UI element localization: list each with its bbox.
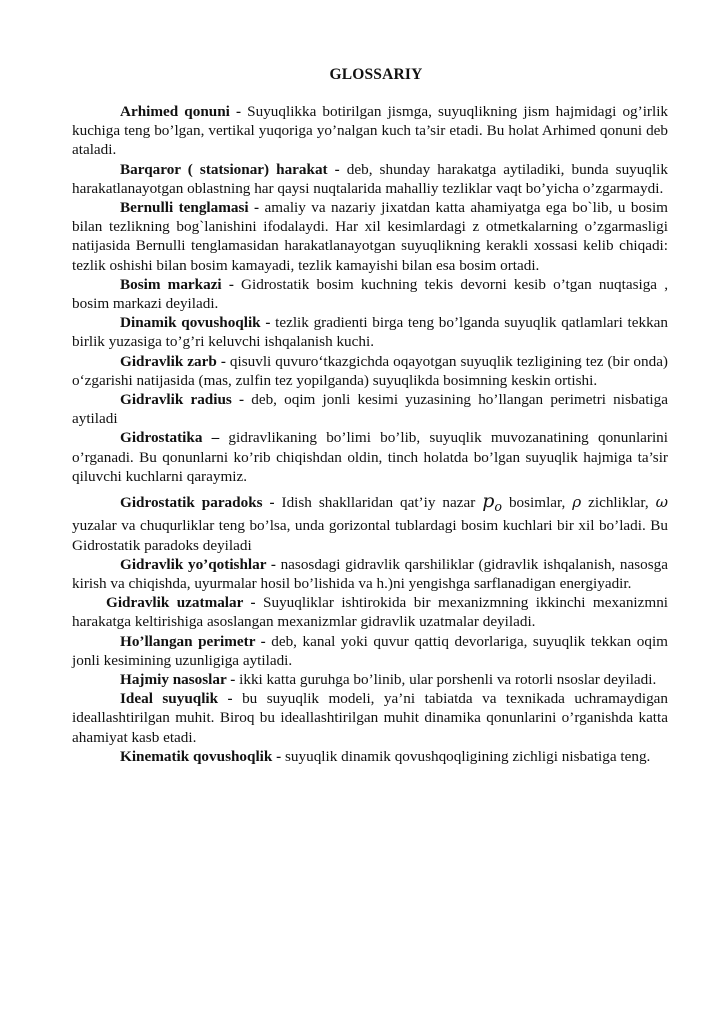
glossary-entry-bernulli	[72, 198, 668, 275]
glossary-definition: bu suyuqlik modeli, ya’ni tabiatda va texnikada uchramaydigan ideallashtirilgan muhit. Biroq bu ideallashtirilgan muhit dinamika qonunlarini o’rganishda katta ahamiyat kasb etadi.	[72, 690, 668, 746]
glossary-definition: amaliy va nazariy jixatdan katta ahamiyatga ega bo`lib, u bosim bilan tezlikning bog`lanishini ifodalaydi. Har xil kesimlardagi z otmetkalarning o’zgarmasligi natijasida Bernulli tenglamasidan harakatlanayotgan suyuqlikning kerakli xossasi kelib chiqadi: tezlik oshishi bilan bosim kamayadi, tezlik kamayishi bilan esa bosim ortadi.	[72, 199, 669, 274]
glossary-term: Gidravlik radius -	[120, 391, 245, 409]
glossary-definition: deb, oqim jonli kesimi yuzasining ho’llangan perimetri nisbatiga aytiladi	[72, 391, 668, 428]
glossary-term: Gidrostatik paradoks -	[120, 494, 275, 512]
glossary-entry-bosim-markazi	[72, 275, 668, 313]
glossary-entry-gidravlik-radius	[72, 390, 668, 428]
glossary-definition-part: zichliklar,	[581, 494, 656, 512]
glossary-entry-gidrostatika	[72, 428, 668, 486]
glossary-term: Bernulli tenglamasi -	[120, 199, 260, 217]
glossary-entry-gidravlik-uzatmalar	[72, 593, 668, 631]
glossary-definition: Suyuqliklar ishtirokida bir mexanizmning ikkinchi mexanizmni harakatga keltirishiga asoslangan mexanizmlar gidravlik uzatmalar deyiladi.	[72, 594, 669, 631]
glossary-definition: tezlik gradienti birga teng bo’lganda suyuqlik qatlamlari tekkan birlik yuzasiga to’g’ri keluvchi ishqalanish kuchi.	[72, 314, 669, 351]
glossary-definition: Suyuqlikka botirilgan jismga, suyuqlikning jism hajmidagi og’irlik kuchiga teng bo’lgan, vertikal yuqoriga yo’nalgan kuch ta’sir etadi. Bu holat Arhimed qonuni deb ataladi.	[72, 103, 669, 159]
glossary-definition: gidravlikaning bo’limi bo’lib, suyuqlik muvozanatining qonunlarini o’rganadi. Bu qonunlarni ko’rib chiqishdan oldin, tinch holatda bo’lgan suyuqlik hajmiga ta’sir qiluvchi kuchlarni qaraymiz.	[72, 429, 668, 485]
glossary-term: Arhimed qonuni -	[120, 103, 242, 120]
glossary-definition-part: bosimlar,	[502, 494, 573, 512]
glossary-term: Gidravlik zarb -	[120, 352, 226, 370]
glossary-definition: deb, kanal yoki quvur qattiq devorlariga, suyuqlik tekkan oqim jonli kesimining uzunligiga aytiladi.	[72, 632, 668, 669]
glossary-term: Gidrostatika –	[120, 429, 220, 447]
glossary-term: Kinematik qovushoqlik -	[120, 747, 282, 765]
glossary-term: Dinamik qovushoqlik -	[120, 314, 271, 332]
glossary-entry-gidrostatik-paradoks	[72, 492, 668, 555]
glossary-term: Gidravlik yo’qotishlar -	[120, 555, 276, 573]
glossary-term: Gidravlik uzatmalar -	[106, 594, 256, 612]
glossary-term: Bosim markazi -	[120, 275, 234, 293]
pressure-symbol-subscript: o	[494, 499, 502, 515]
density-symbol: ρ	[572, 493, 582, 512]
pressure-symbol: p	[482, 490, 495, 513]
glossary-definition: qisuvli quvuro‘tkazgichda oqayotgan suyuqlik tezligining tez (bir onda) o‘zgarishi natijasida (mas, zulfin tez yopilganda) suyuqlikda bosimning keskin ortishi.	[72, 352, 668, 389]
glossary-entry-barqaror-harakat	[72, 160, 668, 198]
glossary-entry-hollangan-perimetr	[72, 632, 668, 670]
glossary-entry-kinematik-qovushoqlik	[72, 747, 668, 766]
glossary-definition: nasosdagi gidravlik qarshiliklar (gidravlik ishqalanish, nasosga kirish va chiqishda, uyurmalar hosil bo’lishida va h.)ni yengishga sarflanadigan energiyadir.	[72, 555, 668, 592]
glossary-entry-ideal-suyuqlik	[72, 689, 668, 747]
glossary-term: Ideal suyuqlik -	[120, 690, 233, 708]
glossary-entry-gidravlik-yoqotishlar	[72, 555, 668, 593]
glossary-entry-gidravlik-zarb	[72, 352, 668, 390]
glossary-definition: suyuqlik dinamik qovushqoqligining zichligi nisbatiga teng.	[281, 747, 651, 765]
glossary-definition-part: yuzalar va chuqurliklar teng bo’lsa, unda gorizontal tublardagi bosim kuchlari bir xil bo’ladi. Bu Gidrostatik paradoks deyiladi	[72, 517, 668, 554]
glossary-definition: deb, shunday harakatga aytiladiki, bunda suyuqlik harakatlanayotgan oblastning har qaysi nuqtalarida mahalliy tezliklar vaqt bo’yicha o’zgarmaydi.	[72, 160, 668, 197]
area-symbol: ω	[655, 493, 668, 512]
glossary-entry-dinamik-qovushoqlik	[72, 313, 668, 351]
glossary-term: Barqaror ( statsionar) harakat -	[120, 160, 340, 178]
glossary-entry-hajmiy-nasoslar	[72, 670, 668, 689]
glossary-entry-arhimed	[72, 102, 668, 160]
page-title: GLOSSARIY	[329, 66, 423, 83]
glossary-term: Ho’llangan perimetr -	[120, 632, 266, 650]
glossary-definition-part: Idish shakllaridan qat’iy nazar	[274, 494, 483, 512]
glossary-definition: Gidrostatik bosim kuchning tekis devorni kesib o’tgan nuqtasiga , bosim markazi deyiladi.	[72, 275, 668, 313]
glossary-term: Hajmiy nasoslar -	[120, 670, 236, 688]
glossary-definition: ikki katta guruhga bo’linib, ular porshenli va rotorli nsoslar deyiladi.	[235, 670, 657, 688]
